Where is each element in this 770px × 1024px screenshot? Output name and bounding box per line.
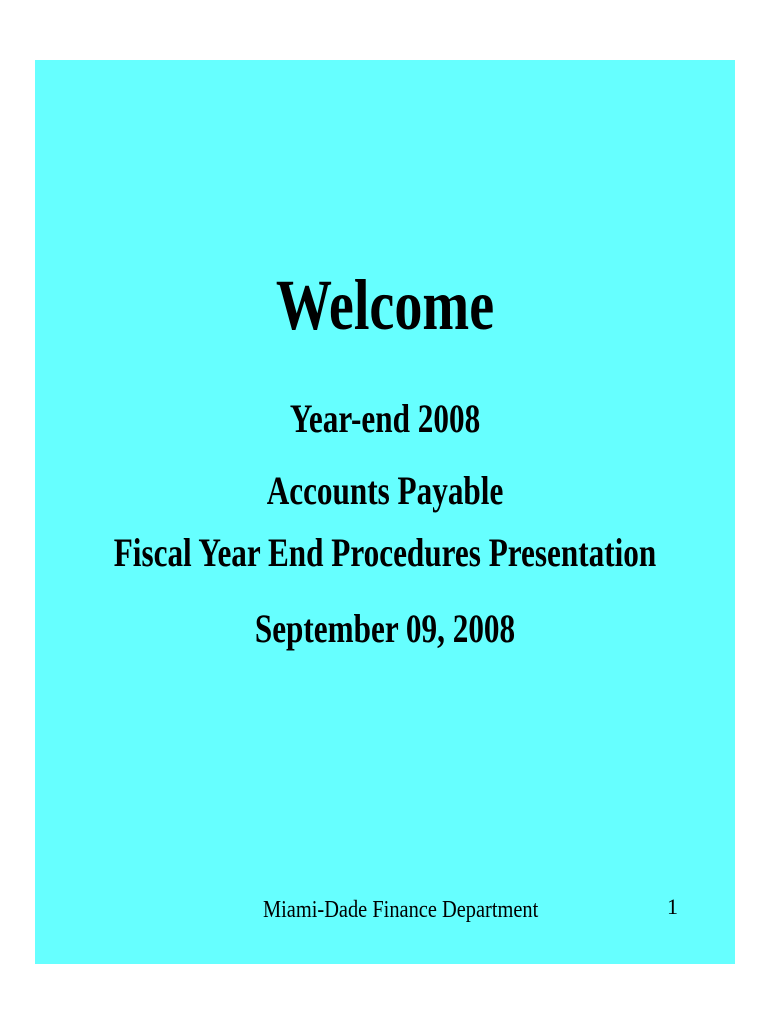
subtitle-presentation-name: Fiscal Year End Procedures Presentation — [113, 530, 657, 575]
page-number: 1 — [667, 894, 678, 919]
subtitle-department: Accounts Payable — [266, 468, 504, 513]
subtitle-date: September 09, 2008 — [254, 606, 516, 651]
subtitle-year-end: Year-end 2008 — [289, 396, 481, 441]
slide-title: Welcome — [275, 265, 495, 345]
slide — [35, 60, 735, 964]
footer-text: Miami-Dade Finance Department — [263, 897, 539, 923]
